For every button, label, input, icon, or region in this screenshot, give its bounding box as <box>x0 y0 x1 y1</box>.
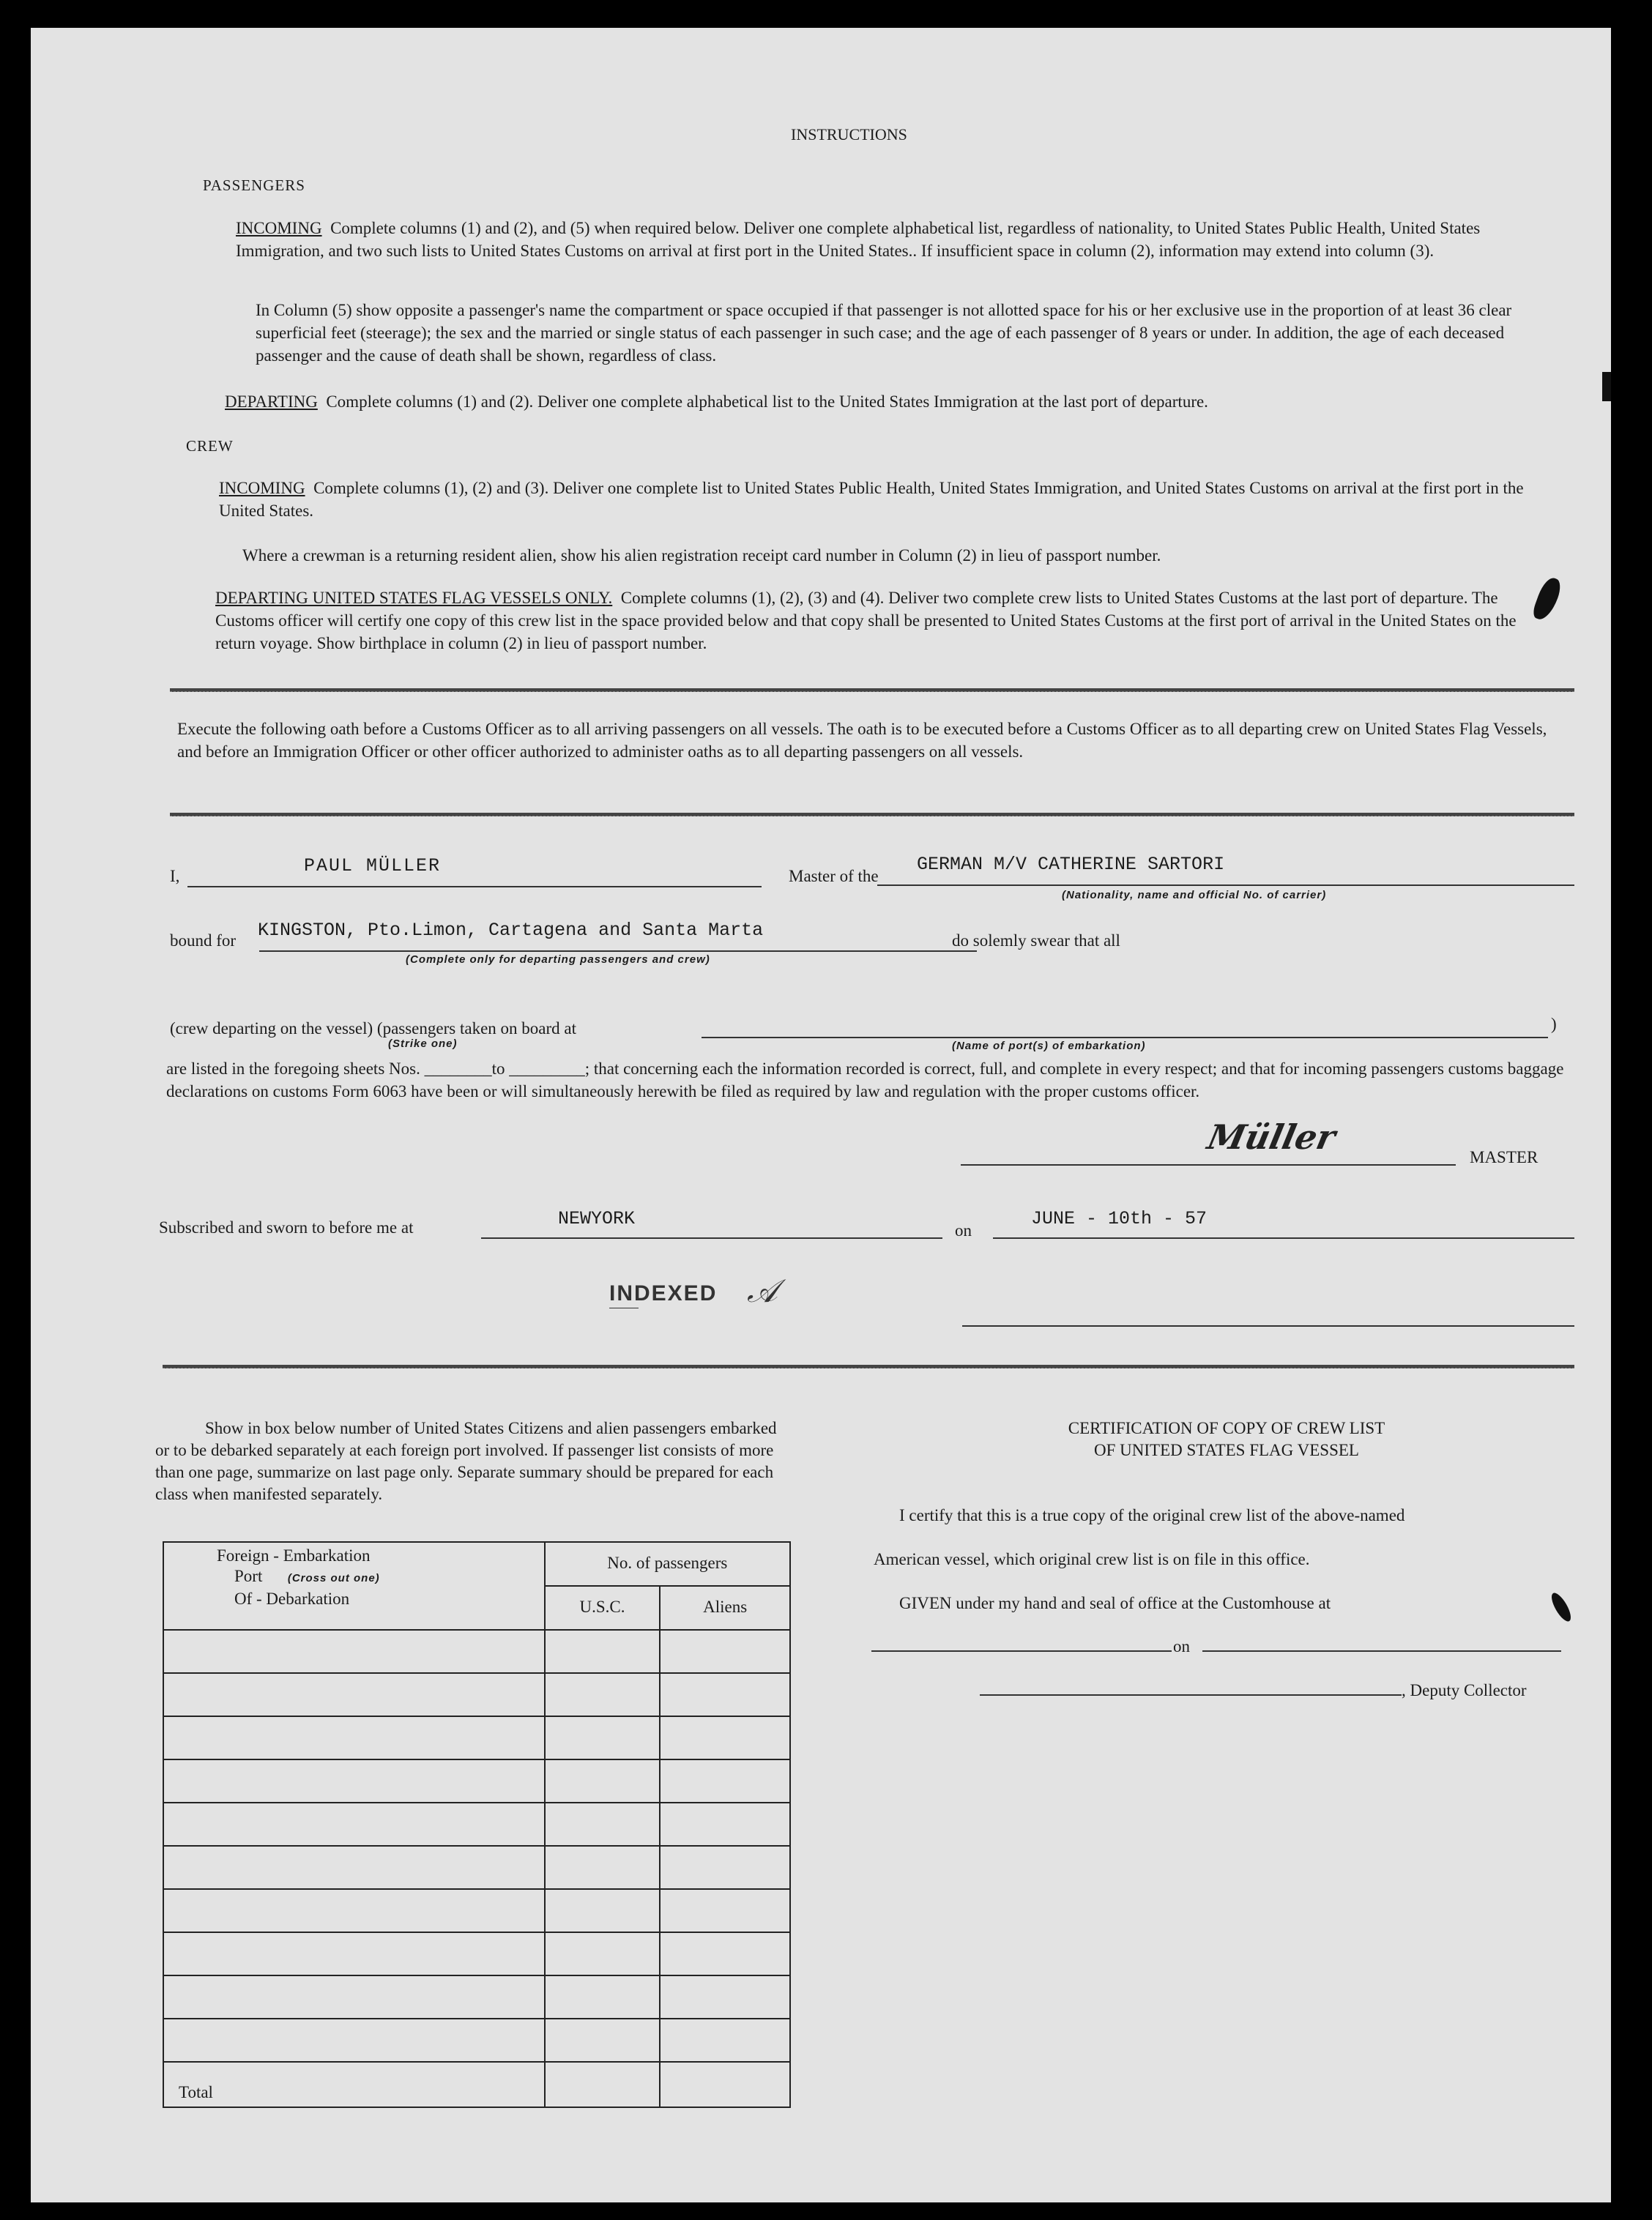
crew-incoming-paragraph <box>219 477 1530 522</box>
passengers-incoming-text: Complete columns (1) and (2), and (5) when required below. Deliver one complete alphabetical list, regardless of nationality, to United States Public Health, United States Immigration, and two such lists to United States Customs on arrival at first port in the United States.. If insufficient space in column (2), information may extend into column (3). <box>236 219 1481 260</box>
table-row <box>163 2019 790 2062</box>
cross-out-caption: (Cross out one) <box>287 1572 380 1584</box>
master-of-label: Master of the <box>789 867 879 885</box>
swear-label: do solemly swear that all <box>952 931 1120 950</box>
master-signature-line <box>961 1164 1456 1166</box>
passengers-heading: PASSENGERS <box>203 176 305 194</box>
table-row <box>163 1975 790 2019</box>
strike-caption: (Strike one) <box>388 1038 458 1050</box>
customhouse-line <box>871 1650 1172 1652</box>
bound-label: bound for <box>170 931 237 950</box>
usc-column-header: U.S.C. <box>545 1586 661 1630</box>
date-value: JUNE - 10th - 57 <box>1031 1208 1208 1229</box>
date-line <box>993 1237 1574 1239</box>
crew-incoming-text: Complete columns (1), (2) and (3). Deliver one complete list to United States Public Health, United States Immigration, and United States Customs on arrival at the first port in the United States. <box>219 479 1524 520</box>
place-value: NEWYORK <box>558 1208 636 1229</box>
table-row <box>163 1932 790 1975</box>
page-title: INSTRUCTIONS <box>791 125 907 144</box>
passenger-summary-table <box>163 1541 791 2108</box>
deputy-label: , Deputy Collector <box>1402 1681 1527 1699</box>
ink-blot <box>1548 1590 1574 1624</box>
table-row <box>163 1803 790 1846</box>
listed-paragraph: are listed in the foregoing sheets Nos. ________to _________; that concerning each the information recorded is correct, full, and complete in every respect; and that for incoming passengers customs baggage declarations on customs Form 6063 have been or will simultaneously herewith be filed as required by law and regulation with the proper customs officer. <box>166 1059 1564 1100</box>
certify-line-2: American vessel, which original crew list is on file in this office. <box>874 1550 1310 1568</box>
bound-line <box>259 950 977 952</box>
table-row <box>163 1630 790 1673</box>
table-row <box>163 1716 790 1759</box>
cert-on-label: on <box>1173 1637 1190 1655</box>
document-page <box>31 28 1611 2202</box>
divider <box>170 813 1574 816</box>
divider <box>163 1365 1574 1368</box>
total-row <box>163 2062 790 2107</box>
place-line <box>481 1237 942 1239</box>
oath-i-label: I, <box>170 867 180 885</box>
port-header-lines <box>217 1546 380 1609</box>
crew-incoming-label: INCOMING <box>219 479 305 497</box>
oath-instruction: Execute the following oath before a Customs Officer as to all arriving passengers on all vessels. The oath is to be executed before a Customs Officer as to all departing crew on United States Flag Vessels, and before an Immigration Officer or other officer authorized to administer oaths as to all departing passengers on all vessels. <box>177 720 1547 761</box>
table-row <box>163 1846 790 1889</box>
port-header-line: Port <box>234 1567 263 1585</box>
crew-returning-paragraph: Where a crewman is a returning resident alien, show his alien registration receipt card number in Column (2) in lieu of passport number. <box>242 546 1161 565</box>
aliens-column-header: Aliens <box>660 1586 790 1630</box>
vessel-value: GERMAN M/V CATHERINE SARTORI <box>917 854 1225 875</box>
divider <box>170 688 1574 692</box>
crew-heading: CREW <box>186 437 234 455</box>
officer-signature-line <box>962 1325 1574 1327</box>
vessel-caption: (Nationality, name and official No. of carrier) <box>1062 889 1327 901</box>
close-paren: ) <box>1551 1015 1557 1033</box>
given-text: GIVEN under my hand and seal of office at the Customhouse at <box>899 1594 1331 1612</box>
cert-date-line <box>1202 1650 1561 1652</box>
certification-title-2: OF UNITED STATES FLAG VESSEL <box>1094 1441 1359 1459</box>
crew-departing-paragraph <box>215 586 1555 655</box>
summary-instruction: Show in box below number of United States Citizens and alien passengers embarked or to be debarked separately at each foreign port involved. If passenger list consists of more than one page, summarize on last page only. Separate summary should be prepared for each class when manifested separately. <box>155 1419 777 1503</box>
master-label: MASTER <box>1470 1148 1538 1166</box>
subscribed-label: Subscribed and sworn to before me at <box>159 1218 414 1237</box>
passengers-departing-label: DEPARTING <box>225 392 318 411</box>
on-label: on <box>955 1221 972 1240</box>
passengers-incoming-paragraph <box>236 217 1561 262</box>
bound-for-value: KINGSTON, Pto.Limon, Cartagena and Santa Marta <box>258 920 764 941</box>
passengers-incoming-label: INCOMING <box>236 219 322 237</box>
passengers-departing-text: Complete columns (1) and (2). Deliver one complete alphabetical list to the United States Immigration at the last port of departure. <box>326 392 1208 411</box>
crew-departing-text: Complete columns (1), (2), (3) and (4). Deliver two complete crew lists to United States Customs at the last port of departure. The Customs officer will certify one copy of this crew list in the space provided below and that copy shall be presented to United States Customs at the first port of arrival in the United States on the return voyage. Show birthplace in column (2) in lieu of passport number. <box>215 589 1517 652</box>
master-name-value: PAUL MÜLLER <box>304 855 442 876</box>
bound-caption: (Complete only for departing passengers and crew) <box>406 953 710 966</box>
master-signature: Müller <box>1204 1117 1339 1157</box>
crew-departing-line-text: (crew departing on the vessel) (passengers taken on board at <box>170 1019 576 1038</box>
indexed-initials: 𝒜 <box>747 1273 778 1310</box>
table-row <box>163 1889 790 1932</box>
certify-line-1: I certify that this is a true copy of the original crew list of the above-named <box>899 1506 1405 1524</box>
total-label: Total <box>163 2062 545 2107</box>
passengers-column5-paragraph: In Column (5) show opposite a passenger's name the compartment or space occupied if that passenger is not allotted space for his or her exclusive use in the proportion of at least 36 clear superficial feet (steerage); the sex and the married or single status of each passenger in such case; and the age of each passenger of 8 years or under. In addition, the age of each deceased passenger and the cause of death shall be shown, regardless of class. <box>256 301 1512 365</box>
crew-departing-label: DEPARTING UNITED STATES FLAG VESSELS ONLY. <box>215 589 613 607</box>
certification-title-1: CERTIFICATION OF COPY OF CREW LIST <box>1068 1419 1385 1437</box>
indexed-stamp: INDEXED <box>609 1281 718 1305</box>
passengers-departing-paragraph <box>225 390 1565 413</box>
passengers-column-header: No. of passengers <box>545 1542 790 1586</box>
master-name-line <box>187 886 762 887</box>
port-header-line: Foreign - Embarkation <box>217 1546 371 1565</box>
vessel-line <box>877 884 1574 886</box>
deputy-signature-line <box>980 1694 1402 1696</box>
table-row <box>163 1673 790 1716</box>
edge-mark <box>1602 372 1611 401</box>
ports-caption: (Name of port(s) of embarkation) <box>952 1040 1146 1052</box>
port-header-line: Of - Debarkation <box>234 1590 350 1608</box>
port-column-header <box>163 1542 545 1630</box>
table-row <box>163 1759 790 1803</box>
ports-line <box>702 1037 1548 1038</box>
